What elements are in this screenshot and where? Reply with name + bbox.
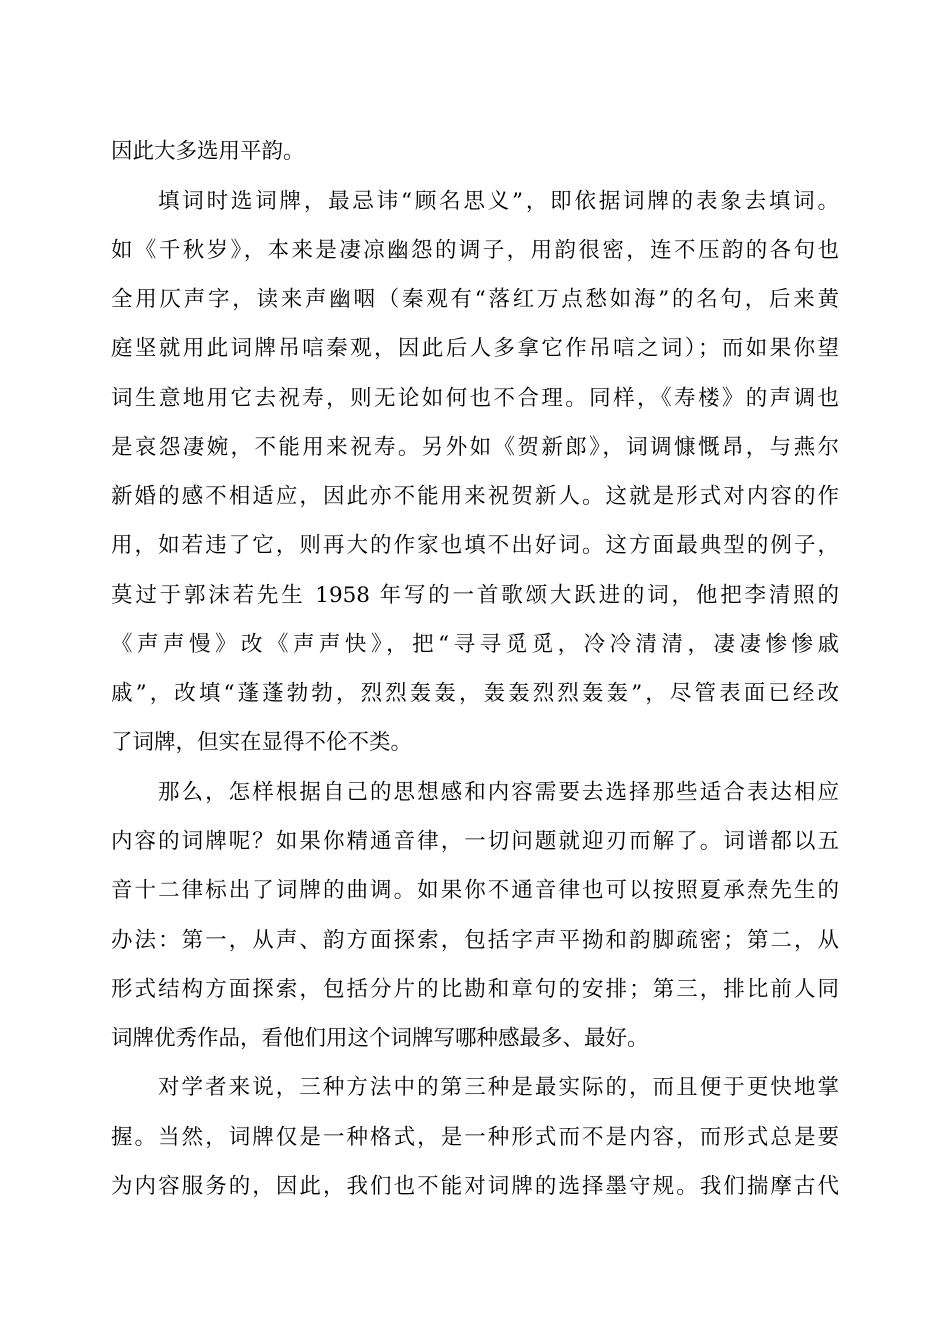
text-line: 新婚的感不相适应，因此亦不能用来祝贺新人。这就是形式对内容的作 <box>111 484 839 509</box>
text-line: 是哀怨凄婉，不能用来祝寿。另外如《贺新郎》，词调慷慨昂，与燕尔 <box>111 435 839 460</box>
text-line: 全用仄声字，读来声幽咽（秦观有“落红万点愁如海”的名句，后来黄 <box>111 287 839 312</box>
text-line: 办法：第一，从声、韵方面探索，包括字声平拗和韵脚疏密；第二，从 <box>111 928 839 953</box>
text-line: 对学者来说，三种方法中的第三种是最实际的，而且便于更快地掌 <box>158 1075 839 1100</box>
text-line: 了词牌，但实在显得不伦不类。 <box>111 730 413 755</box>
text-line: 用，如若违了它，则再大的作家也填不出好词。这方面最典型的例子， <box>111 533 839 558</box>
text-line: 《声声慢》改《声声快》，把“寻寻觅觅，冷冷清清，凄凄惨惨戚 <box>111 632 839 657</box>
text-line: 握。当然，词牌仅是一种格式，是一种形式而不是内容，而形式总是要 <box>111 1125 839 1150</box>
text-line: 庭坚就用此词牌吊唁秦观，因此后人多拿它作吊唁之词）；而如果你望 <box>111 336 839 361</box>
text-line: 因此大多选用平韵。 <box>111 139 305 164</box>
text-line: 戚”，改填“蓬蓬勃勃，烈烈轰轰，轰轰烈烈轰轰”，尽管表面已经改 <box>111 681 839 706</box>
text-line: 那么，怎样根据自己的思想感和内容需要去选择那些适合表达相应 <box>158 780 839 805</box>
text-line: 内容的词牌呢？如果你精通音律，一切问题就迎刃而解了。词谱都以五 <box>111 829 839 854</box>
text-line: 如《千秋岁》，本来是凄凉幽怨的调子，用韵很密，连不压韵的各句也 <box>111 238 839 263</box>
text-line: 词牌优秀作品，看他们用这个词牌写哪种感最多、最好。 <box>111 1026 649 1051</box>
text-line: 莫过于郭沫若先生 1958 年写的一首歌颂大跃进的词，他把李清照的 <box>111 583 839 608</box>
text-line: 音十二律标出了词牌的曲调。如果你不通音律也可以按照夏承焘先生的 <box>111 878 839 903</box>
text-line: 词生意地用它去祝寿，则无论如何也不合理。同样，《寿楼》的声调也 <box>111 386 839 411</box>
text-line: 形式结构方面探索，包括分片的比勘和章句的安排；第三，排比前人同 <box>111 977 839 1002</box>
text-line: 填词时选词牌，最忌讳“顾名思义”，即依据词牌的表象去填词。 <box>158 189 839 214</box>
text-line: 为内容服务的，因此，我们也不能对词牌的选择墨守规。我们揣摩古代 <box>111 1174 839 1199</box>
